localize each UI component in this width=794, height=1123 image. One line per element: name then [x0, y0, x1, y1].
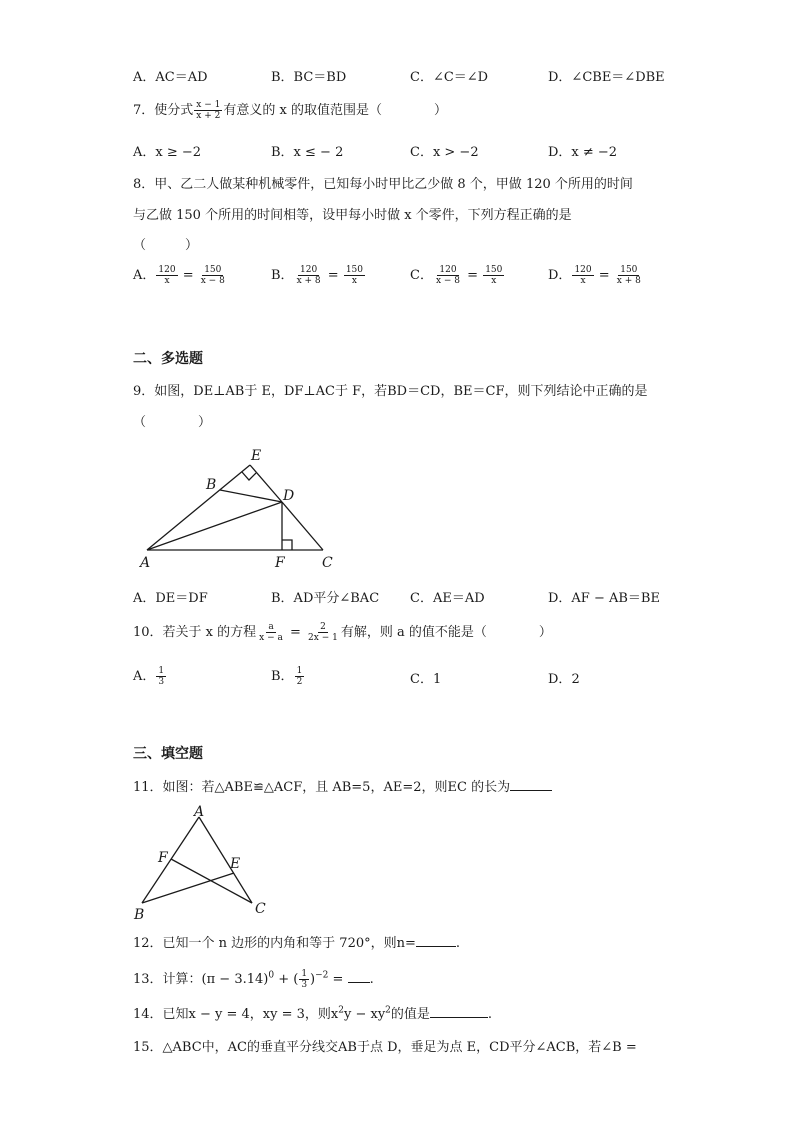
q8-a-label: A．	[133, 268, 156, 283]
q14-question	[133, 1003, 492, 1022]
q7-frac-den: x + 2	[196, 111, 221, 121]
q8-a-rn: 150	[204, 265, 222, 275]
segment-ab	[142, 817, 199, 903]
q8-d-ln: 120	[574, 265, 592, 275]
q10-a-label: A．	[133, 669, 156, 684]
q8-a-ld: x	[164, 276, 170, 286]
q8-line1: 8．甲、乙二人做某种机械零件，已知每小时甲比乙少做 8 个，甲做 120 个所用的时间	[133, 177, 633, 192]
segment-ac	[199, 817, 252, 903]
q10-d-label: D．	[548, 672, 572, 687]
label-f: F	[275, 555, 285, 571]
q8-b-label: B．	[271, 268, 294, 283]
q9-option-c: C．AE＝AD	[410, 591, 485, 606]
q10-suffix: 有解，则 a 的值不能是（ ）	[340, 625, 552, 640]
q8-c-ld: x − 8	[435, 276, 461, 286]
q11-text: 11．如图：若△ABE≌△ACF，且 AB=5，AE=2，则EC 的长为	[133, 780, 511, 795]
q8-option-c: C． $\frac{120}{x - 8}$ = $\frac{150}{x}$	[410, 265, 503, 286]
segment-dc	[282, 502, 323, 550]
q8-d-right-frac	[615, 265, 643, 286]
q8-a-right-frac	[199, 265, 227, 286]
q13-fn: 1	[301, 969, 308, 979]
q10-right-frac	[306, 622, 340, 643]
q8-option-d: D． $\frac{120}{x}$ = $\frac{150}{x + 8}$	[548, 265, 641, 286]
q13-close: )	[310, 972, 316, 987]
q8-option-b: B． $\frac{120}{x + 8}$ = $\frac{150}{x}$	[271, 265, 363, 286]
q14-e2: 2	[385, 1005, 391, 1016]
q10-ld: x − a	[259, 633, 283, 643]
q14-e1: 2	[338, 1005, 344, 1016]
q7-option-a: A．x ≥ −2	[133, 145, 202, 160]
q14-answer-blank[interactable]	[430, 1005, 488, 1018]
q7-frac-num: x − 1	[196, 100, 221, 110]
q6-option-c: C．∠C＝∠D	[410, 70, 489, 85]
q6-option-b: B．BC＝BD	[271, 70, 347, 85]
q13-prefix: 13．计算：(π − 3.14)	[133, 972, 269, 987]
q10-b-frac	[295, 666, 305, 687]
segment-be	[142, 873, 234, 903]
q10-a-frac	[156, 666, 166, 687]
q8-b-ld: x + 8	[296, 276, 321, 286]
q10-prefix: 10．若关于 x 的方程	[133, 625, 257, 640]
q8-b-right-frac	[344, 265, 365, 286]
q10-d-text: 2	[571, 672, 580, 687]
q6-option-a: A．AC＝AD	[133, 70, 208, 85]
q7-option-d: D．x ≠ −2	[548, 145, 618, 160]
q12-text: 12．已知一个 n 边形的内角和等于 720°，则n=	[133, 936, 416, 951]
q8-d-rd: x + 8	[616, 276, 641, 286]
q10-c-label: C．	[410, 672, 433, 687]
q14-suffix: 的值是	[390, 1007, 430, 1022]
q8-d-ld: x	[580, 276, 586, 286]
q7-fraction	[194, 100, 222, 121]
q13-exp: −2	[315, 970, 329, 981]
q14-prefix: 14．已知x − y = 4，xy = 3，则x	[133, 1007, 339, 1022]
q13-frac	[299, 969, 309, 990]
q7-prefix: 7．使分式	[133, 103, 194, 118]
right-angle-mark-e	[242, 472, 256, 480]
q11-triangle-figure	[130, 800, 280, 925]
q12-question	[133, 932, 460, 951]
q7-option-c: C．x > −2	[410, 145, 479, 160]
q8-b-rn: 150	[345, 265, 363, 275]
label-b: B	[134, 907, 145, 923]
q13-answer-blank[interactable]	[348, 970, 370, 983]
q9-option-a: A．DE＝DF	[133, 591, 208, 606]
q13-eq: =	[328, 972, 348, 987]
segment-ae	[147, 465, 250, 550]
q14-end: .	[487, 1007, 493, 1022]
q13-fd: 3	[301, 980, 308, 990]
q14-mid: y − xy	[343, 1007, 386, 1022]
label-e: E	[230, 856, 241, 872]
q6-option-d: D．∠CBE＝∠DBE	[548, 70, 665, 85]
q9-line1: 9．如图，DE⊥AB于 E，DF⊥AC于 F，若BD＝CD，BE＝CF，则下列结论中正确的是	[133, 384, 648, 399]
q8-option-a: A． $\frac{120}{x}$ = $\frac{150}{x - 8}$	[133, 265, 225, 286]
q10-rn: 2	[320, 622, 326, 632]
q8-b-rd: x	[351, 276, 357, 286]
q12-end: .	[455, 936, 461, 951]
q8-b-left-frac	[295, 265, 323, 286]
q10-option-b	[271, 665, 305, 687]
q10-rd: 2x − 1	[308, 633, 338, 643]
q8-line2: 与乙做 150 个所用的时间相等，设甲每小时做 x 个零件，下列方程正确的是	[133, 208, 572, 223]
q8-a-ln: 120	[158, 265, 176, 275]
label-d: D	[283, 488, 295, 504]
q8-line3: （ ）	[133, 238, 199, 253]
q10-question: 10．若关于 x 的方程 $\frac{a}{x - a}$ = $\frac{2}{2x - 1}$ 有解，则 a 的值不能是（ ）	[133, 622, 552, 643]
q7-option-b: B．x ≤ − 2	[271, 145, 344, 160]
q8-c-ln: 120	[439, 265, 457, 275]
q10-option-a	[133, 665, 167, 687]
q13-plus: + (	[274, 972, 299, 987]
label-a: A	[194, 804, 205, 820]
q8-a-rd: x − 8	[200, 276, 225, 286]
section-fill-blank-heading: 三、填空题	[133, 746, 203, 762]
q8-a-left-frac	[156, 265, 177, 286]
q12-answer-blank[interactable]	[416, 934, 456, 947]
right-angle-mark-f	[282, 540, 292, 550]
q15-question: 15．△ABC中，AC的垂直平分线交AB于点 D，垂足为点 E，CD平分∠ACB，若∠B =	[133, 1040, 637, 1055]
q7-suffix: 有意义的 x 的取值范围是（ ）	[223, 103, 447, 118]
q10-c-text: 1	[432, 672, 442, 687]
q10-ln: a	[268, 622, 274, 632]
label-c: C	[322, 555, 333, 571]
q8-c-label: C．	[410, 268, 433, 283]
q13-end: .	[369, 972, 374, 987]
q11-question	[133, 776, 552, 795]
q7-question	[133, 99, 447, 121]
q10-option-d	[548, 668, 580, 687]
label-e: E	[251, 448, 262, 464]
q8-d-left-frac	[572, 265, 593, 286]
q13-exp0: 0	[268, 970, 275, 981]
q13-question	[133, 968, 374, 990]
segment-ad	[147, 502, 282, 550]
q10-b-den: 2	[296, 677, 303, 687]
q8-d-label: D．	[548, 268, 572, 283]
q10-option-c	[410, 668, 441, 687]
q8-c-right-frac	[483, 265, 504, 286]
q8-c-rn: 150	[485, 265, 503, 275]
label-a: A	[140, 555, 151, 571]
label-c: C	[255, 901, 266, 917]
q11-answer-blank[interactable]	[510, 778, 552, 791]
q10-a-num: 1	[158, 666, 165, 676]
q10-left-frac	[257, 622, 285, 643]
label-b: B	[206, 477, 217, 493]
section-multiple-choice-heading: 二、多选题	[133, 351, 203, 367]
q8-c-left-frac	[434, 265, 462, 286]
q8-c-rd: x	[491, 276, 497, 286]
q9-line2: （ ）	[133, 415, 212, 430]
label-f: F	[158, 850, 168, 866]
q10-a-den: 3	[158, 677, 165, 687]
q9-triangle-figure	[130, 440, 350, 575]
q8-d-rn: 150	[620, 265, 638, 275]
q8-b-ln: 120	[300, 265, 318, 275]
q9-option-d: D．AF − AB＝BE	[548, 591, 660, 606]
q10-b-label: B．	[271, 669, 294, 684]
q10-b-num: 1	[296, 666, 303, 676]
q9-option-b: B．AD平分∠BAC	[271, 591, 380, 606]
